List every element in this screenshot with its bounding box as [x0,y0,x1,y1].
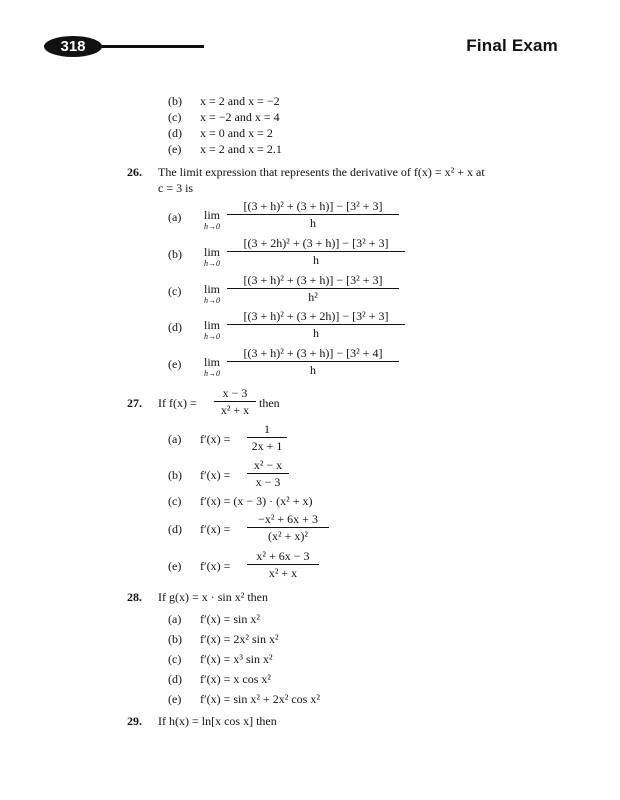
question-number: 29. [127,714,142,728]
question-text: The limit expression that represents the derivative of f(x) = x² + x at [158,165,485,179]
q28-option-expr: f′(x) = x³ sin x² [200,652,273,666]
fraction: x − 3 x² + x [214,386,256,417]
q25-option-expr: x = 0 and x = 2 [200,126,273,140]
q28-option-expr: f′(x) = 2x² sin x² [200,632,279,646]
q28-option-label: (b) [168,632,182,646]
q25-option-expr: x = 2 and x = 2.1 [200,142,282,156]
fraction: [(3 + 2h)² + (3 + h)] − [3² + 3] h [227,236,405,267]
q27-option-label: (a) [168,432,182,446]
q25-option-expr: x = −2 and x = 4 [200,110,280,124]
limit-operator: lim h→0 [203,282,220,305]
chapter-title: Final Exam [466,36,558,55]
q27-option-expr: f′(x) = (x − 3) · (x² + x) [200,494,313,508]
fraction: 1 2x + 1 [247,422,287,453]
q27-option-label: (e) [168,559,182,573]
q28-option-label: (d) [168,672,182,686]
question-text: If g(x) = x · sin x² then [158,590,269,604]
fraction: [(3 + h)² + (3 + h)] − [3² + 3] h² [227,273,399,304]
page-header [0,0,620,70]
fraction: [(3 + h)² + (3 + 2h)] − [3² + 3] h [227,309,405,340]
q25-option-expr: x = 2 and x = −2 [200,94,280,108]
question-number: 27. [127,396,142,410]
q27-option-lhs: f′(x) = [200,559,231,573]
question-text: then [259,396,280,410]
q25-option-label: (e) [168,142,182,156]
limit-operator: lim h→0 [203,245,220,268]
q26-option-label: (c) [168,284,182,298]
q28-option-expr: f′(x) = sin x² [200,612,260,626]
q27-option-label: (d) [168,522,182,536]
question-number: 28. [127,590,142,604]
q26-option-label: (b) [168,247,182,261]
limit-operator: lim h→0 [203,208,220,231]
q28-option-label: (a) [168,612,182,626]
q26-option-label: (d) [168,320,182,334]
limit-operator: lim h→0 [203,355,220,378]
q27-option-lhs: f′(x) = [200,468,231,482]
q25-option-label: (c) [168,110,182,124]
page-number-badge: 318 [44,36,102,57]
q28-option-label: (e) [168,692,182,706]
fraction: [(3 + h)² + (3 + h)] − [3² + 4] h [227,346,399,377]
q27-option-lhs: f′(x) = [200,432,231,446]
fraction: [(3 + h)² + (3 + h)] − [3² + 3] h [227,199,399,230]
fraction: x² − x x − 3 [247,458,289,489]
q25-option-label: (d) [168,126,182,140]
question-text: If f(x) = [158,396,197,410]
q26-option-label: (e) [168,357,182,371]
fraction: −x² + 6x + 3 (x² + x)² [247,512,329,543]
q25-option-label: (b) [168,94,182,108]
q28-option-label: (c) [168,652,182,666]
limit-operator: lim h→0 [203,318,220,341]
header-rule [96,45,204,48]
q27-option-label: (b) [168,468,182,482]
q26-option-label: (a) [168,210,182,224]
q28-option-expr: f′(x) = x cos x² [200,672,271,686]
q28-option-expr: f′(x) = sin x² + 2x² cos x² [200,692,320,706]
q27-option-lhs: f′(x) = [200,522,231,536]
fraction: x² + 6x − 3 x² + x [247,549,319,580]
question-number: 26. [127,165,142,179]
q27-option-label: (c) [168,494,182,508]
question-text: c = 3 is [158,181,194,195]
question-text: If h(x) = ln[x cos x] then [158,714,277,728]
